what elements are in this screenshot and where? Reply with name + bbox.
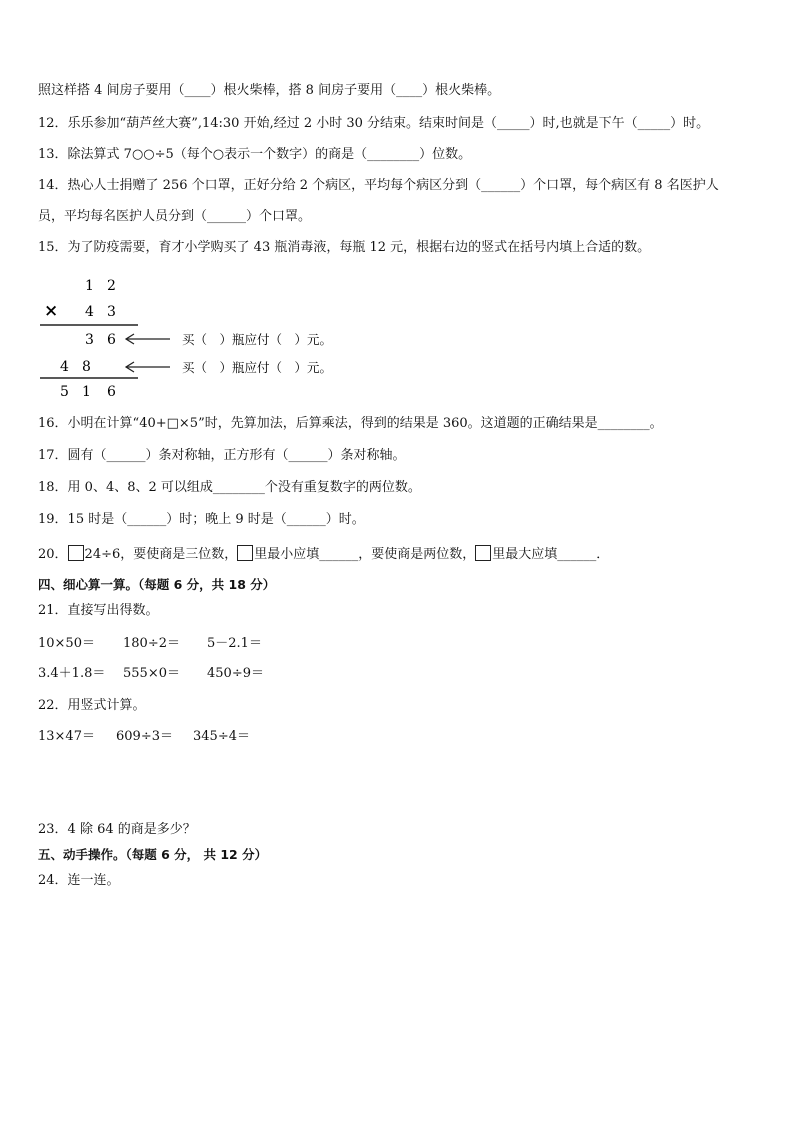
digit: 2	[107, 278, 116, 294]
question-22: 22．用竖式计算。	[38, 698, 146, 713]
times-sign: ×	[44, 301, 59, 321]
note-buy-1: 买（ ）瓶应付（ ）元。	[182, 332, 333, 347]
digit: 5	[60, 384, 69, 400]
digit: 3	[85, 332, 94, 348]
q20-part-a: 24÷6，要使商是三位数，	[84, 547, 238, 562]
q20-part-b: 里最小应填______，要使商是两位数，	[254, 547, 476, 562]
digit: 4	[60, 359, 69, 375]
calc-item: 180÷2＝	[123, 636, 180, 651]
question-24: 24．连一连。	[38, 873, 120, 888]
question-18: 18．用 0、4、8、2 可以组成________个没有重复数字的两位数。	[38, 480, 421, 495]
question-17: 17．圆有（______）条对称轴，正方形有（______）条对称轴。	[38, 448, 406, 463]
question-15: 15．为了防疫需要，育才小学购买了 43 瓶消毒液，每瓶 12 元，根据右边的竖式在括号内填上合适的数。	[38, 240, 651, 255]
calc-item: 609÷3＝	[116, 729, 173, 744]
section-4-heading: 四、细心算一算。（每题 6 分，共 18 分）	[38, 577, 276, 592]
section-5-heading: 五、动手操作。（每题 6 分， 共 12 分）	[38, 847, 268, 862]
digit: 6	[107, 332, 116, 348]
blank-box-icon	[475, 545, 491, 561]
calc-item: 13×47＝	[38, 729, 95, 744]
calc-item: 345÷4＝	[193, 729, 250, 744]
question-13: 13．除法算式 7○○÷5（每个○表示一个数字）的商是（________）位数。	[38, 147, 472, 162]
calc-item: 555×0＝	[123, 666, 180, 681]
calc-item: 10×50＝	[38, 636, 95, 651]
digit: 4	[85, 304, 94, 320]
digit: 8	[82, 359, 91, 375]
vertical-multiplication	[30, 272, 370, 407]
text-line-houses: 照这样搭 4 间房子要用（____）根火柴棒，搭 8 间房子要用（____）根火柴棒。	[38, 83, 501, 98]
digit: 1	[82, 384, 91, 400]
blank-box-icon	[68, 545, 84, 561]
q20-number: 20．	[38, 547, 68, 562]
note-buy-2: 买（ ）瓶应付（ ）元。	[182, 360, 333, 375]
digit: 1	[85, 278, 94, 294]
question-23: 23．4 除 64 的商是多少？	[38, 822, 196, 837]
question-12: 12．乐乐参加“葫芦丝大赛”,14:30 开始,经过 2 小时 30 分结束。结束时间是（_____）时,也就是下午（_____）时。	[38, 116, 710, 131]
digit: 6	[107, 384, 116, 400]
question-21: 21．直接写出得数。	[38, 603, 159, 618]
calc-item: 450÷9＝	[207, 666, 264, 681]
calc-item: 5－2.1＝	[207, 636, 262, 651]
question-20	[38, 545, 609, 565]
question-16: 16．小明在计算“40+□×5”时，先算加法，后算乘法，得到的结果是 360。这道题的正确结果是________。	[38, 416, 663, 431]
question-14: 14．热心人士捐赠了 256 个口罩，正好分给 2 个病区，平均每个病区分到（______）个口罩，每个病区有 8 名医护人	[38, 178, 719, 193]
calc-item: 3.4＋1.8＝	[38, 666, 106, 681]
question-19: 19．15 时是（______）时；晚上 9 时是（______）时。	[38, 512, 365, 527]
blank-box-icon	[237, 545, 253, 561]
question-14-cont: 员，平均每名医护人员分到（______）个口罩。	[38, 209, 312, 224]
q20-part-c: 里最大应填______．	[492, 547, 610, 562]
digit: 3	[107, 304, 116, 320]
